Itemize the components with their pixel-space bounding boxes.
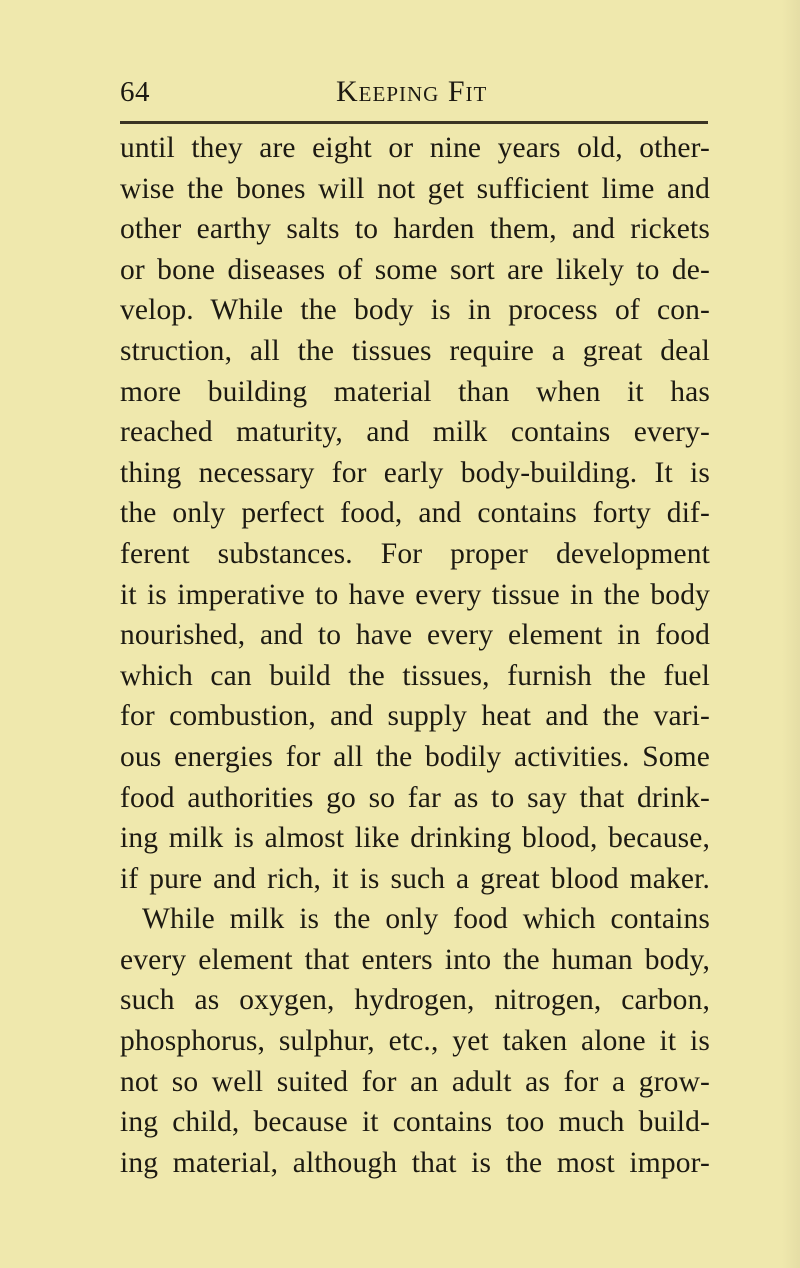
header-rule xyxy=(120,121,708,124)
text-line: struction, all the tissues require a great deal xyxy=(120,334,710,367)
text-line: more building material than when it has xyxy=(120,375,710,408)
text-line: wise the bones will not get sufficient lime and xyxy=(120,172,710,205)
text-line: for combustion, and supply heat and the vari- xyxy=(120,700,710,733)
text-line: reached maturity, and milk contains every- xyxy=(120,416,710,449)
text-line: phosphorus, sulphur, etc., yet taken alone it is xyxy=(120,1025,710,1058)
text-line: ferent substances. For proper development xyxy=(120,537,710,570)
text-line: every element that enters into the human body, xyxy=(120,943,710,976)
text-line: the only perfect food, and contains forty dif- xyxy=(120,497,710,530)
text-line: ing milk is almost like drinking blood, because, xyxy=(120,822,710,855)
text-line: which can build the tissues, furnish the fuel xyxy=(120,659,710,692)
text-line: thing necessary for early body-building. It is xyxy=(120,456,710,489)
text-line: it is imperative to have every tissue in the body xyxy=(120,578,710,611)
page-number: 64 xyxy=(120,76,150,108)
text-line: not so well suited for an adult as for a grow- xyxy=(120,1065,710,1098)
running-title: Keeping Fit xyxy=(336,75,488,108)
body-text xyxy=(120,128,710,1183)
text-line: if pure and rich, it is such a great blood maker. xyxy=(120,862,710,895)
text-line: While milk is the only food which contains xyxy=(142,903,710,936)
text-line: ous energies for all the bodily activities. Some xyxy=(120,740,710,773)
text-line: food authorities go so far as to say that drink- xyxy=(120,781,710,814)
text-line: until they are eight or nine years old, other- xyxy=(120,132,710,164)
text-line: such as oxygen, hydrogen, nitrogen, carbon, xyxy=(120,984,710,1017)
text-line: ing material, although that is the most impor- xyxy=(120,1146,710,1179)
text-line: or bone diseases of some sort are likely to de- xyxy=(120,253,710,286)
text-line: ing child, because it contains too much build- xyxy=(120,1106,710,1139)
text-line: other earthy salts to harden them, and rickets xyxy=(120,213,710,246)
page-header xyxy=(120,70,707,114)
text-line: velop. While the body is in process of con- xyxy=(120,294,710,327)
text-line: nourished, and to have every element in food xyxy=(120,619,710,652)
